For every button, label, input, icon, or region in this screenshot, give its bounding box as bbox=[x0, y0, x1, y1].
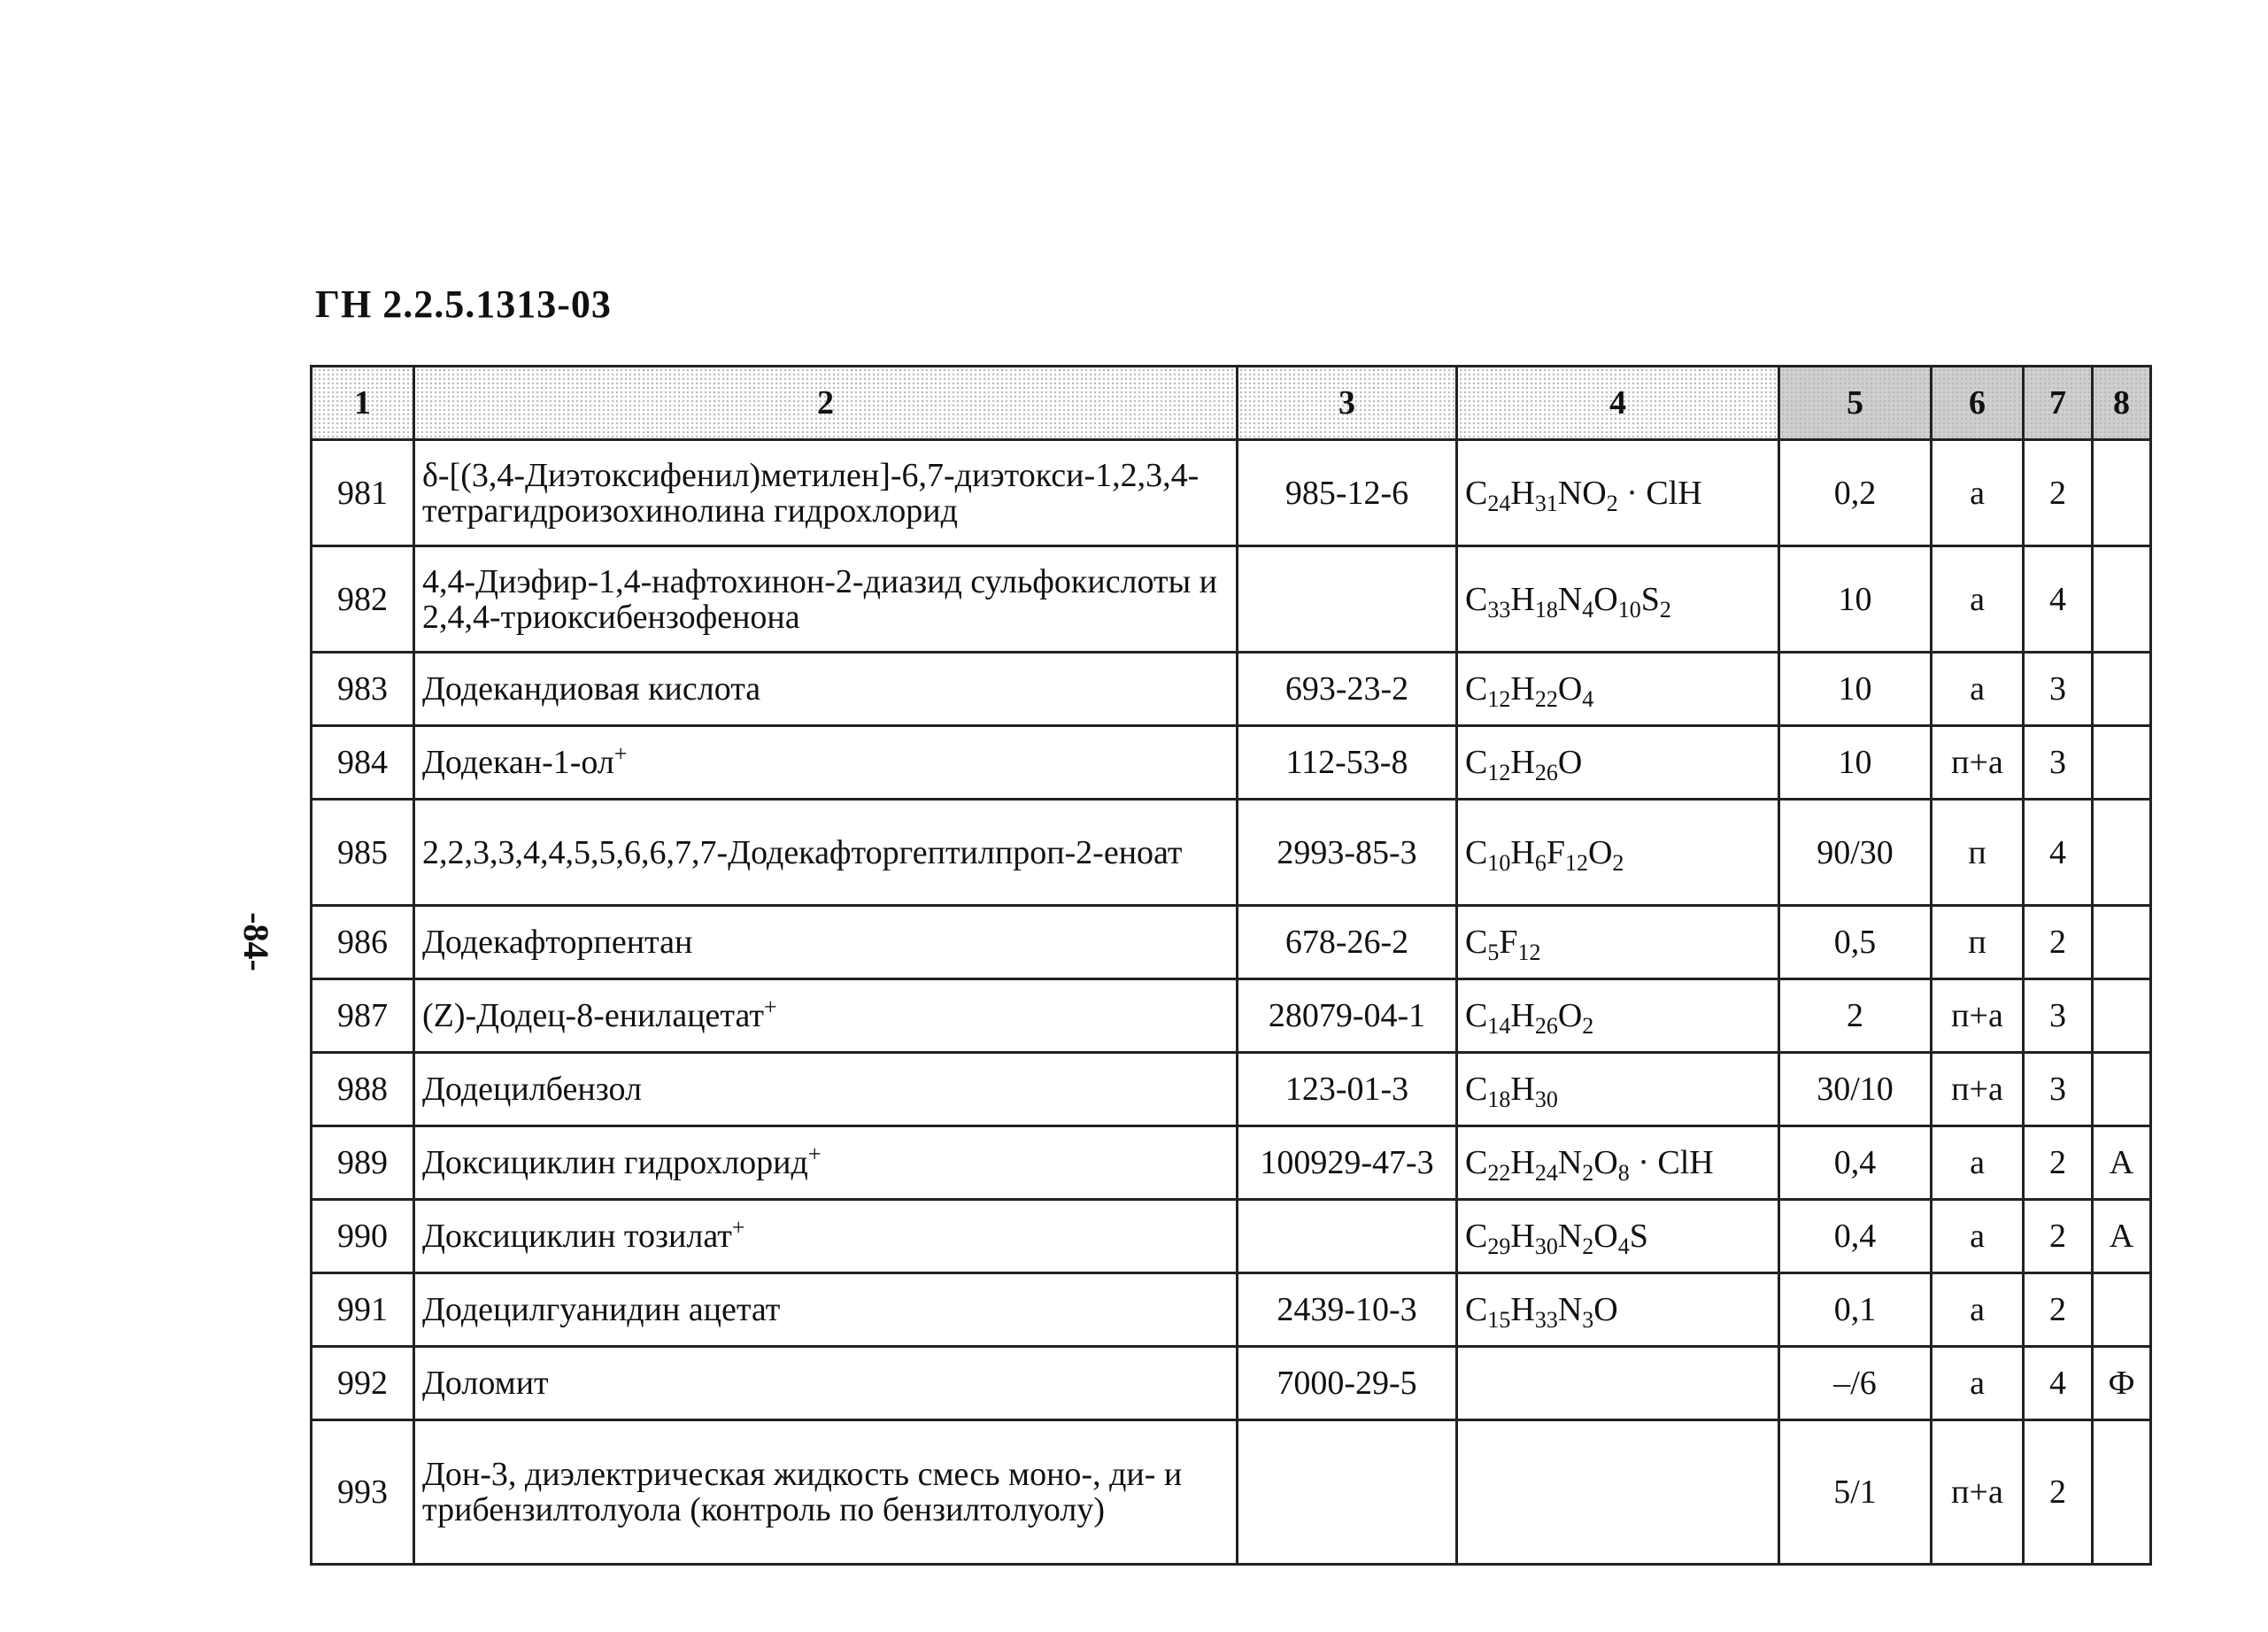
aggregate-state: а bbox=[1932, 440, 2024, 546]
mac-value: 30/10 bbox=[1779, 1053, 1932, 1126]
note-mark bbox=[2093, 979, 2151, 1053]
chemical-formula: $C_{24}H_{31}NO_2$ · ClH bbox=[1457, 440, 1779, 546]
substance-name: Додецилбензол bbox=[414, 1053, 1238, 1126]
hazard-class: 4 bbox=[2024, 546, 2093, 653]
hazard-class: 4 bbox=[2024, 1347, 2093, 1420]
substance-name: Доломит bbox=[414, 1347, 1238, 1420]
chemical-formula: $C_{29}H_{30}N_2O_4S$ bbox=[1457, 1200, 1779, 1273]
chemical-formula bbox=[1457, 1420, 1779, 1565]
page-number: -84- bbox=[235, 912, 276, 971]
aggregate-state: а bbox=[1932, 1347, 2024, 1420]
row-number: 986 bbox=[312, 906, 414, 979]
table-row bbox=[312, 726, 2151, 800]
hazard-class: 3 bbox=[2024, 1053, 2093, 1126]
substances-table bbox=[310, 365, 2152, 1566]
row-number: 985 bbox=[312, 800, 414, 906]
substance-name: 2,2,3,3,4,4,5,5,6,6,7,7-Додекафторгептилпроп-2-еноат bbox=[414, 800, 1238, 906]
substance-name: Додекафторпентан bbox=[414, 906, 1238, 979]
cas-number: 985-12-6 bbox=[1238, 440, 1457, 546]
table-row bbox=[312, 1126, 2151, 1200]
row-number: 981 bbox=[312, 440, 414, 546]
note-mark: А bbox=[2093, 1126, 2151, 1200]
hazard-class: 2 bbox=[2024, 906, 2093, 979]
mac-value: 2 bbox=[1779, 979, 1932, 1053]
substance-name: δ-[(3,4-Диэтоксифенил)метилен]-6,7-диэтокси-1,2,3,4-тетрагидроизохинолина гидрохлорид bbox=[414, 440, 1238, 546]
substance-name: Доксициклин тозилат+ bbox=[414, 1200, 1238, 1273]
note-mark bbox=[2093, 653, 2151, 726]
hazard-class: 2 bbox=[2024, 1420, 2093, 1565]
aggregate-state: а bbox=[1932, 1126, 2024, 1200]
chemical-formula: $C_{15}H_{33}N_3O$ bbox=[1457, 1273, 1779, 1347]
hazard-class: 3 bbox=[2024, 726, 2093, 800]
note-mark bbox=[2093, 440, 2151, 546]
note-mark bbox=[2093, 726, 2151, 800]
cas-number: 678-26-2 bbox=[1238, 906, 1457, 979]
aggregate-state: а bbox=[1932, 1273, 2024, 1347]
cas-number: 2439-10-3 bbox=[1238, 1273, 1457, 1347]
substance-name: Додецилгуанидин ацетат bbox=[414, 1273, 1238, 1347]
row-number: 993 bbox=[312, 1420, 414, 1565]
table-row bbox=[312, 1420, 2151, 1565]
mac-value: 0,4 bbox=[1779, 1200, 1932, 1273]
cas-number: 100929-47-3 bbox=[1238, 1126, 1457, 1200]
mac-value: 90/30 bbox=[1779, 800, 1932, 906]
substance-name: Додекан-1-ол+ bbox=[414, 726, 1238, 800]
aggregate-state: а bbox=[1932, 1200, 2024, 1273]
substance-name: (Z)-Додец-8-енилацетат+ bbox=[414, 979, 1238, 1053]
hazard-class: 3 bbox=[2024, 979, 2093, 1053]
column-header-6: 6 bbox=[1932, 367, 2024, 440]
table-row bbox=[312, 979, 2151, 1053]
row-number: 988 bbox=[312, 1053, 414, 1126]
cas-number bbox=[1238, 546, 1457, 653]
table-row bbox=[312, 906, 2151, 979]
chemical-formula: $C_{18}H_{30}$ bbox=[1457, 1053, 1779, 1126]
table-row bbox=[312, 546, 2151, 653]
hazard-class: 2 bbox=[2024, 1273, 2093, 1347]
table-row bbox=[312, 1053, 2151, 1126]
note-mark bbox=[2093, 1420, 2151, 1565]
column-header-8: 8 bbox=[2093, 367, 2151, 440]
mac-value: 0,5 bbox=[1779, 906, 1932, 979]
cas-number: 28079-04-1 bbox=[1238, 979, 1457, 1053]
substance-name: Додекандиовая кислота bbox=[414, 653, 1238, 726]
chemical-formula bbox=[1457, 1347, 1779, 1420]
header-row bbox=[312, 367, 2151, 440]
row-number: 989 bbox=[312, 1126, 414, 1200]
hazard-class: 2 bbox=[2024, 1126, 2093, 1200]
row-number: 982 bbox=[312, 546, 414, 653]
row-number: 983 bbox=[312, 653, 414, 726]
table-row bbox=[312, 653, 2151, 726]
row-number: 987 bbox=[312, 979, 414, 1053]
row-number: 984 bbox=[312, 726, 414, 800]
note-mark bbox=[2093, 546, 2151, 653]
chemical-formula: $C_{33}H_{18}N_4O_{10}S_2$ bbox=[1457, 546, 1779, 653]
table-row bbox=[312, 800, 2151, 906]
table-row bbox=[312, 440, 2151, 546]
chemical-formula: $C_{12}H_{22}O_4$ bbox=[1457, 653, 1779, 726]
column-header-4: 4 bbox=[1457, 367, 1779, 440]
table-row bbox=[312, 1273, 2151, 1347]
table-row bbox=[312, 1347, 2151, 1420]
cas-number: 112-53-8 bbox=[1238, 726, 1457, 800]
cas-number: 7000-29-5 bbox=[1238, 1347, 1457, 1420]
aggregate-state: п+а bbox=[1932, 1053, 2024, 1126]
substance-name: Доксициклин гидрохлорид+ bbox=[414, 1126, 1238, 1200]
chemical-formula: $C_{14}H_{26}O_2$ bbox=[1457, 979, 1779, 1053]
hazard-class: 2 bbox=[2024, 1200, 2093, 1273]
note-mark bbox=[2093, 906, 2151, 979]
note-mark bbox=[2093, 800, 2151, 906]
aggregate-state: п+а bbox=[1932, 979, 2024, 1053]
column-header-7: 7 bbox=[2024, 367, 2093, 440]
aggregate-state: п+а bbox=[1932, 1420, 2024, 1565]
cas-number bbox=[1238, 1420, 1457, 1565]
mac-value: –/6 bbox=[1779, 1347, 1932, 1420]
chemical-formula: $C_5F_{12}$ bbox=[1457, 906, 1779, 979]
mac-value: 5/1 bbox=[1779, 1420, 1932, 1565]
cas-number: 2993-85-3 bbox=[1238, 800, 1457, 906]
chemical-formula: $C_{22}H_{24}N_2O_8$ · ClH bbox=[1457, 1126, 1779, 1200]
note-mark bbox=[2093, 1053, 2151, 1126]
row-number: 992 bbox=[312, 1347, 414, 1420]
substance-name: 4,4-Диэфир-1,4-нафтохинон-2-диазид сульфокислоты и 2,4,4-триоксибензофенона bbox=[414, 546, 1238, 653]
mac-value: 10 bbox=[1779, 653, 1932, 726]
mac-value: 0,2 bbox=[1779, 440, 1932, 546]
aggregate-state: п bbox=[1932, 906, 2024, 979]
column-header-5: 5 bbox=[1779, 367, 1932, 440]
hazard-class: 4 bbox=[2024, 800, 2093, 906]
aggregate-state: а bbox=[1932, 546, 2024, 653]
row-number: 990 bbox=[312, 1200, 414, 1273]
mac-value: 10 bbox=[1779, 726, 1932, 800]
hazard-class: 3 bbox=[2024, 653, 2093, 726]
table-body bbox=[312, 440, 2151, 1565]
note-mark: Ф bbox=[2093, 1347, 2151, 1420]
mac-value: 0,4 bbox=[1779, 1126, 1932, 1200]
substance-name: Дон-3, диэлектрическая жидкость смесь моно-, ди- и трибензилтолуола (контроль по бензилтолуолу) bbox=[414, 1420, 1238, 1565]
cas-number: 693-23-2 bbox=[1238, 653, 1457, 726]
chemical-formula: $C_{10}H_6F_{12}O_2$ bbox=[1457, 800, 1779, 906]
cas-number bbox=[1238, 1200, 1457, 1273]
document-code: ГН 2.2.5.1313-03 bbox=[315, 282, 612, 326]
column-header-3: 3 bbox=[1238, 367, 1457, 440]
mac-value: 0,1 bbox=[1779, 1273, 1932, 1347]
column-header-1: 1 bbox=[312, 367, 414, 440]
aggregate-state: п+а bbox=[1932, 726, 2024, 800]
chemical-formula: $C_{12}H_{26}O$ bbox=[1457, 726, 1779, 800]
note-mark bbox=[2093, 1273, 2151, 1347]
row-number: 991 bbox=[312, 1273, 414, 1347]
column-header-2: 2 bbox=[414, 367, 1238, 440]
aggregate-state: п bbox=[1932, 800, 2024, 906]
hazard-class: 2 bbox=[2024, 440, 2093, 546]
mac-value: 10 bbox=[1779, 546, 1932, 653]
aggregate-state: а bbox=[1932, 653, 2024, 726]
table-row bbox=[312, 1200, 2151, 1273]
note-mark: А bbox=[2093, 1200, 2151, 1273]
cas-number: 123-01-3 bbox=[1238, 1053, 1457, 1126]
